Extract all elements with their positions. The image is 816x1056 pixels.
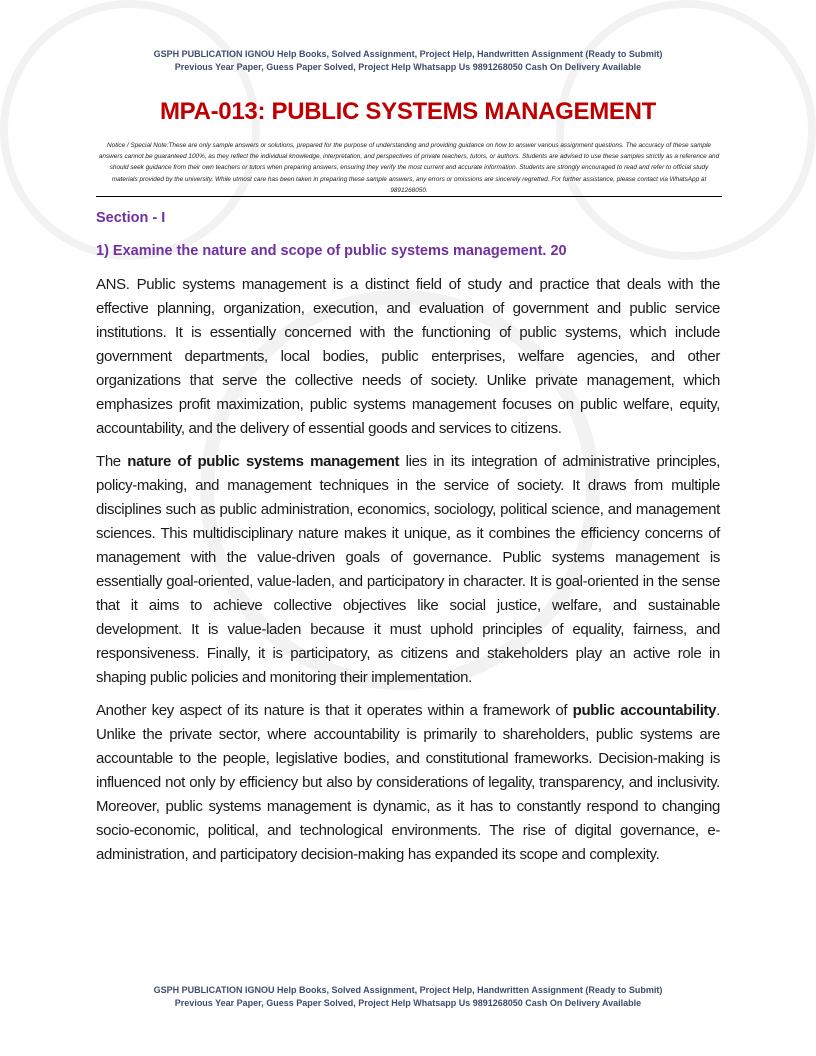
notice-text: Notice / Special Note:These are only sample answers or solutions, prepared for the purpose of understanding and providing guidance on how to answer various assignment questions. The accuracy of these sample answers cannot be guaranteed 100%, as they reflect the individual knowledge, interpretation, and perspectives of private teachers, tutors, or authors. Students are advised to use these samples strictly as a reference and should seek guidance from their own teachers or tutors when preparing answers, ensuring they verify the most current and accurate information. Students are strongly encouraged to read and refer to official study materials provided by the university. While utmost care has been taken in preparing these sample answers, any errors or omissions are sincerely regretted. For further assistance, please contact via WhatsApp at 9891268050.	[98, 142, 720, 194]
header-line-2: Previous Year Paper, Guess Paper Solved, Project Help Whatsapp Us 9891268050 Cash On Delivery Available	[174, 62, 642, 72]
question-heading: 1) Examine the nature and scope of public systems management. 20	[96, 243, 567, 259]
document-title: MPA-013: PUBLIC SYSTEMS MANAGEMENT	[159, 98, 657, 125]
paragraph-2	[96, 450, 720, 690]
text: Another key aspect of its nature is that it operates within a framework of	[96, 702, 573, 719]
text: lies in its integration of administrative principles, policy-making, and management techniques in the service of society. It draws from multiple disciplines such as public administration, economics, sociology, political science, and management sciences. This multidisciplinary nature makes it unique, as it combines the efficiency concerns of management with the value-driven goals of governance. Public systems management is essentially goal-oriented, value-laden, and participatory in character. It is goal-oriented in the sense that it aims to achieve collective objectives like social justice, welfare, and sustainable development. It is value-laden because it must uphold principles of equality, fairness, and responsiveness. Finally, it is participatory, as citizens and stakeholders play an active role in shaping public policies and monitoring their implementation.	[96, 453, 720, 686]
bold-term: public accountability	[572, 702, 717, 719]
page-footer	[0, 984, 816, 1010]
text: The	[96, 453, 128, 470]
section-heading: Section - I	[96, 210, 166, 226]
footer-line-2: Previous Year Paper, Guess Paper Solved, Project Help Whatsapp Us 9891268050 Cash On Delivery Available	[174, 998, 642, 1008]
divider	[96, 196, 722, 197]
paragraph-1: ANS. Public systems management is a distinct field of study and practice that deals with the effective planning, organization, execution, and evaluation of government and public service institutions. It is essentially concerned with the functioning of public systems, which include government departments, local bodies, public enterprises, welfare agencies, and other organizations that serve the collective needs of society. Unlike private management, which emphasizes profit maximization, public systems management focuses on public welfare, equity, accountability, and the delivery of essential goods and services to citizens.	[96, 276, 720, 437]
header-line-1: GSPH PUBLICATION IGNOU Help Books, Solved Assignment, Project Help, Handwritten Assignment (Ready to Submit)	[153, 49, 663, 59]
bold-term: nature of public systems management	[127, 453, 400, 470]
watermark-stamp	[556, 0, 816, 260]
text: . Unlike the private sector, where accountability is primarily to shareholders, public systems are accountable to the people, legislative bodies, and constitutional frameworks. Decision-making is influenced not only by efficiency but also by considerations of legality, transparency, and inclusivity. Moreover, public systems management is dynamic, as it has to constantly respond to changing socio-economic, political, and technological environments. The rise of digital governance, e-administration, and participatory decision-making has expanded its scope and complexity.	[96, 702, 720, 863]
paragraph-3	[96, 699, 720, 867]
page-header	[0, 48, 816, 74]
footer-line-1: GSPH PUBLICATION IGNOU Help Books, Solved Assignment, Project Help, Handwritten Assignment (Ready to Submit)	[153, 985, 663, 995]
answer-body	[96, 273, 720, 876]
